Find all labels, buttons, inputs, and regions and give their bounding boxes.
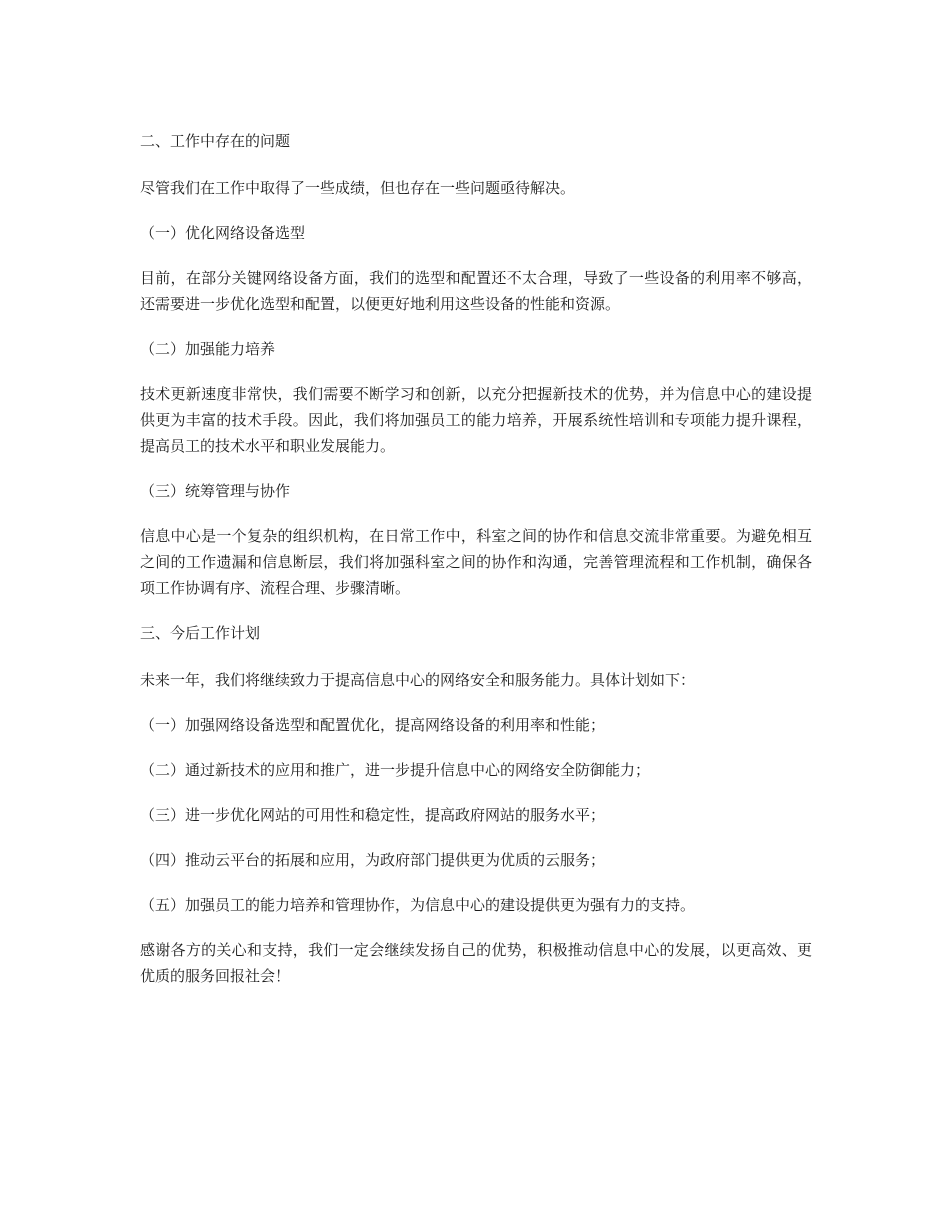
subheading-optimize-equipment: （一）优化网络设备选型 [140, 224, 306, 242]
section-heading-future-plan: 三、今后工作计划 [140, 624, 261, 642]
paragraph-capability-training: 技术更新速度非常快，我们需要不断学习和创新，以充分把握新技术的优势，并为信息中心的建设提供更为丰富的技术手段。因此，我们将加强员工的能力培养，开展系统性培训和专项能力提升课程，提高员工的技术水平和职业发展能力。 [140, 385, 812, 455]
plan-item: （四）推动云平台的拓展和应用，为政府部门提供更为优质的云服务； [140, 851, 606, 869]
paragraph-optimize-equipment: 目前，在部分关键网络设备方面，我们的选型和配置还不太合理，导致了一些设备的利用率不够高，还需要进一步优化选型和配置，以便更好地利用这些设备的性能和资源。 [140, 269, 812, 313]
plan-item: （一）加强网络设备选型和配置优化，提高网络设备的利用率和性能； [140, 716, 606, 734]
closing-paragraph: 感谢各方的关心和支持，我们一定会继续发扬自己的优势，积极推动信息中心的发展，以更高效、更优质的服务回报社会！ [140, 941, 812, 985]
plan-item: （二）通过新技术的应用和推广，进一步提升信息中心的网络安全防御能力； [140, 761, 651, 779]
subheading-coordination: （三）统筹管理与协作 [140, 482, 291, 500]
paragraph-coordination: 信息中心是一个复杂的组织机构，在日常工作中，科室之间的协作和信息交流非常重要。为避免相互之间的工作遗漏和信息断层，我们将加强科室之间的协作和沟通，完善管理流程和工作机制，确保各项工作协调有序、流程合理、步骤清晰。 [140, 527, 812, 597]
plan-item: （五）加强员工的能力培养和管理协作，为信息中心的建设提供更为强有力的支持。 [140, 896, 696, 914]
plan-intro: 未来一年，我们将继续致力于提高信息中心的网络安全和服务能力。具体计划如下： [140, 671, 696, 689]
plan-item: （三）进一步优化网站的可用性和稳定性，提高政府网站的服务水平； [140, 806, 606, 824]
section-heading-problems: 二、工作中存在的问题 [140, 132, 291, 150]
subheading-capability-training: （二）加强能力培养 [140, 340, 276, 358]
problems-intro: 尽管我们在工作中取得了一些成绩，但也存在一些问题亟待解决。 [140, 179, 576, 197]
document-page [140, 128, 812, 1008]
